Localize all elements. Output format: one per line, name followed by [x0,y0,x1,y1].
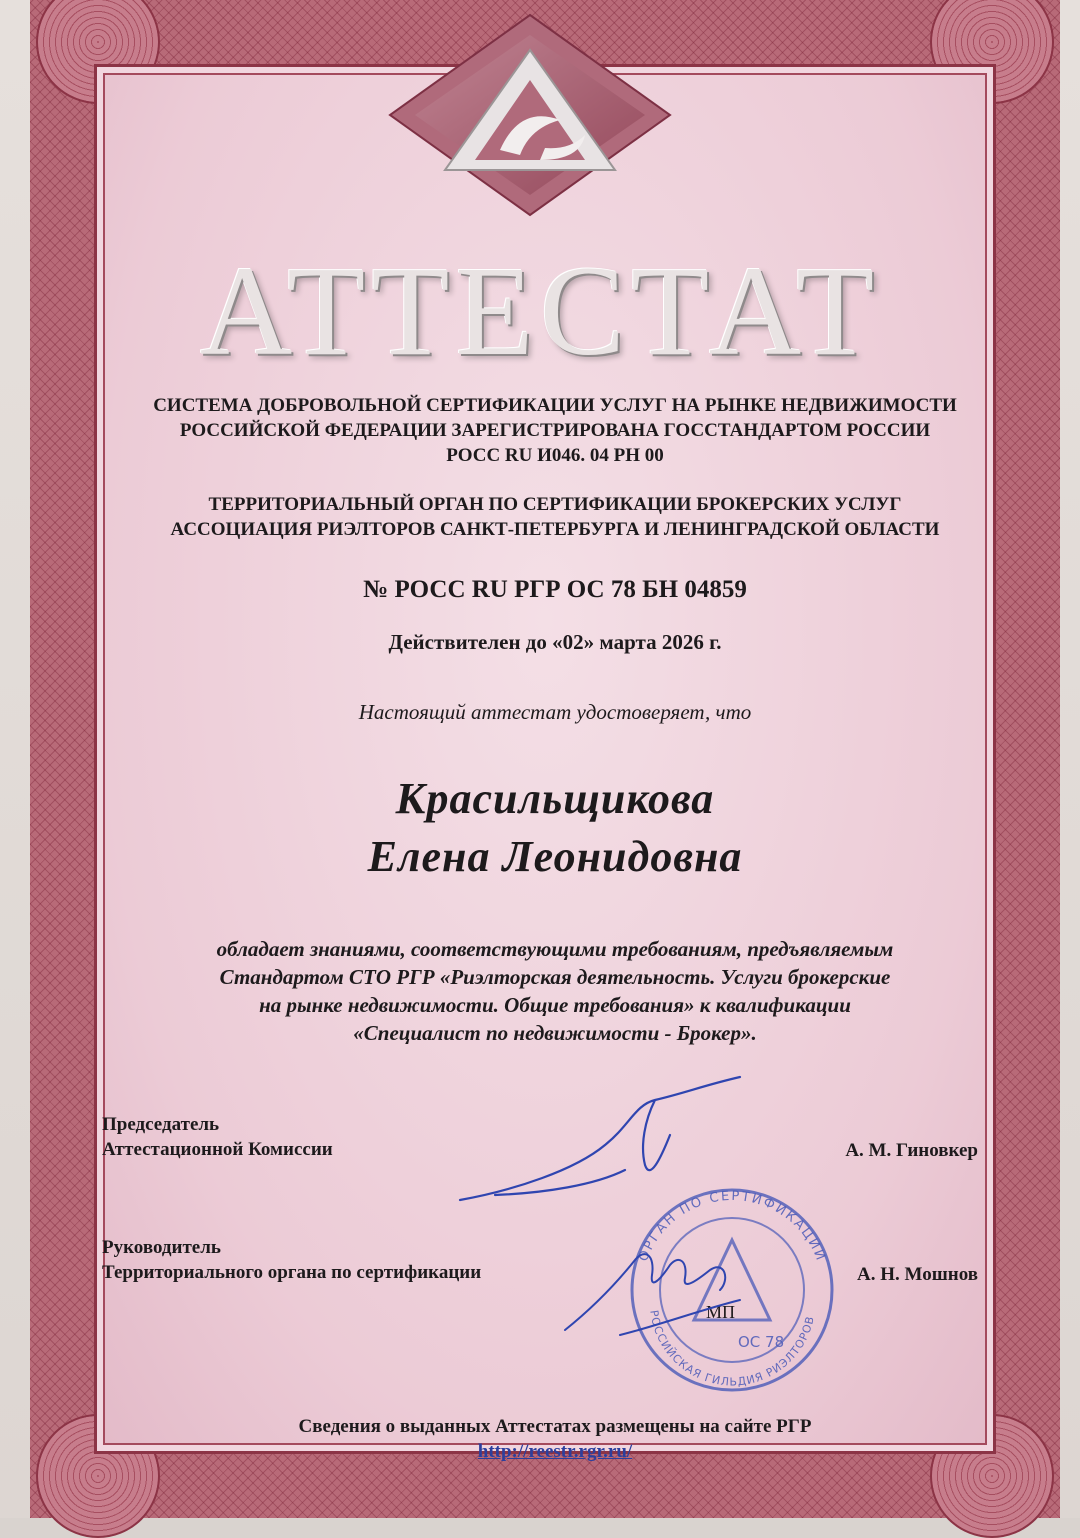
organ-line: АССОЦИАЦИЯ РИЭЛТОРОВ САНКТ-ПЕТЕРБУРГА И ЛЕНИНГРАДСКОЙ ОБЛАСТИ [170,519,940,540]
head-title [102,1235,481,1285]
system-line: РОСС RU И046. 04 РН 00 [446,445,664,466]
stamp-outer-text: ОРГАН ПО СЕРТИФИКАЦИИ [636,1188,829,1265]
head-title-line: Руководитель [102,1237,221,1258]
registry-info: Сведения о выданных Аттестатах размещены на сайте РГР [298,1416,812,1437]
stamp-code: ОС 78 [738,1333,785,1351]
chair-title-line: Председатель [102,1114,220,1135]
certification-system [80,393,1030,468]
head-name: А. Н. Мошнов [857,1264,978,1285]
guild-logo-emblem [380,10,680,220]
head-signature [560,1230,800,1340]
guilloche-frame [30,0,1060,1518]
head-title-line: Территориального органа по сертификации [102,1262,482,1283]
document-title: АТТЕСТАТ [199,240,881,382]
registry-link[interactable]: http://reestr.rgr.ru/ [477,1441,633,1462]
body-line: обладает знаниями, соответствующими требованиям, предъявляемым [216,937,894,961]
chair-title-line: Аттестационной Комиссии [102,1139,333,1160]
holder-name [80,770,1030,886]
chair-name: А. М. Гиновкер [845,1140,978,1161]
holder-surname: Красильщикова [395,774,715,823]
body-line: «Специалист по недвижимости - Брокер». [353,1021,757,1045]
system-line: РОССИЙСКОЙ ФЕДЕРАЦИИ ЗАРЕГИСТРИРОВАНА ГОССТАНДАРТОМ РОССИИ [179,420,931,441]
holder-given-names: Елена Леонидовна [367,832,743,881]
certification-organ [80,492,1030,542]
stamp-inner-text: РОССИЙСКАЯ ГИЛЬДИЯ РИЭЛТОРОВ [647,1309,817,1389]
chair-title [102,1112,333,1162]
system-line: СИСТЕМА ДОБРОВОЛЬНОЙ СЕРТИФИКАЦИИ УСЛУГ НА РЫНКЕ НЕДВИЖИМОСТИ [153,395,957,416]
qualification-text [80,935,1030,1047]
body-line: на рынке недвижимости. Общие требования» к квалификации [259,993,851,1017]
validity-date: Действителен до «02» марта 2026 г. [388,630,722,654]
certificate-number: № РОСС RU РГР ОС 78 БН 04859 [363,576,747,603]
intro-text: Настоящий аттестат удостоверяет, что [358,700,752,724]
organ-line: ТЕРРИТОРИАЛЬНЫЙ ОРГАН ПО СЕРТИФИКАЦИИ БРОКЕРСКИХ УСЛУГ [208,494,902,515]
body-line: Стандартом СТО РГР «Риэлторская деятельность. Услуги брокерские [219,965,891,989]
seal-mark: МП [706,1302,736,1322]
